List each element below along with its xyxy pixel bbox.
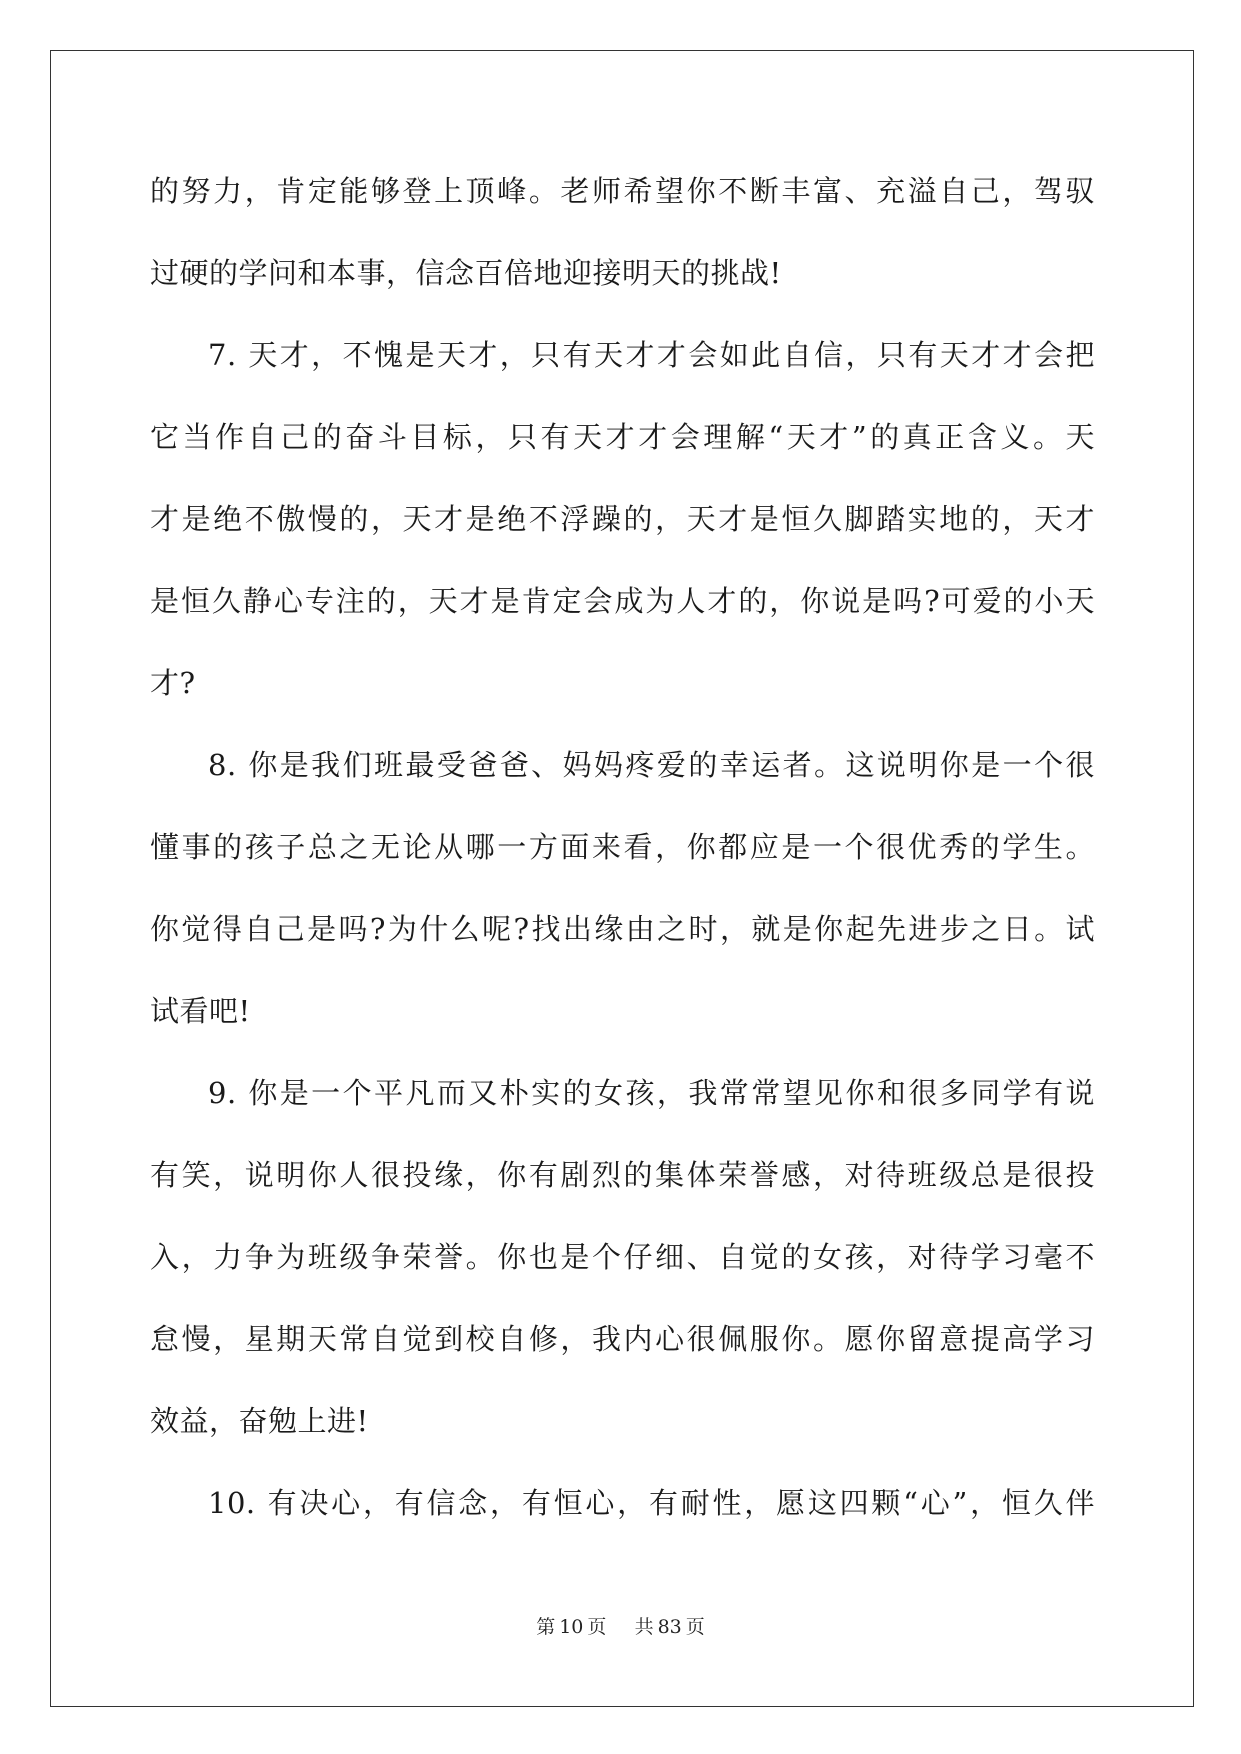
text-line: 才是绝不傲慢的，天才是绝不浮躁的，天才是恒久脚踏实地的，天才 (150, 502, 1095, 536)
total-label-prefix: 共 (634, 1616, 654, 1638)
text-line: 你觉得自己是吗?为什么呢?找出缘由之时，就是你起先进步之日。试 (150, 912, 1095, 946)
text-line: 8. 你是我们班最受爸爸、妈妈疼爱的幸运者。这说明你是一个很 (208, 748, 1095, 782)
total-pages: 83 (657, 1616, 682, 1638)
text-line: 怠慢，星期天常自觉到校自修，我内心很佩服你。愿你留意提高学习 (150, 1322, 1095, 1356)
page-footer (0, 1612, 1241, 1639)
page-number: 10 (559, 1616, 584, 1638)
total-label-suffix: 页 (685, 1616, 705, 1638)
text-line: 有笑，说明你人很投缘，你有剧烈的集体荣誉感，对待班级总是很投 (150, 1158, 1095, 1192)
document-body (150, 150, 1095, 1544)
text-line: 懂事的孩子总之无论从哪一方面来看，你都应是一个很优秀的学生。 (150, 830, 1095, 864)
text-line: 入，力争为班级争荣誉。你也是个仔细、自觉的女孩，对待学习毫不 (150, 1240, 1095, 1274)
text-line: 效益，奋勉上进! (150, 1404, 369, 1438)
text-line: 10. 有决心，有信念，有恒心，有耐性，愿这四颗“心”，恒久伴 (208, 1486, 1095, 1520)
text-line: 试看吧! (150, 994, 251, 1028)
text-line: 7. 天才，不愧是天才，只有天才才会如此自信，只有天才才会把 (208, 338, 1095, 372)
text-line: 的努力，肯定能够登上顶峰。老师希望你不断丰富、充溢自己，驾驭 (150, 174, 1095, 208)
text-line: 是恒久静心专注的，天才是肯定会成为人才的，你说是吗?可爱的小天 (150, 584, 1095, 618)
page-label-suffix: 页 (587, 1616, 607, 1638)
text-line: 才? (150, 666, 196, 700)
text-line: 过硬的学问和本事，信念百倍地迎接明天的挑战! (150, 256, 782, 290)
page-label-prefix: 第 (536, 1616, 556, 1638)
text-line: 它当作自己的奋斗目标，只有天才才会理解“天才”的真正含义。天 (150, 420, 1095, 454)
text-line: 9. 你是一个平凡而又朴实的女孩，我常常望见你和很多同学有说 (208, 1076, 1095, 1110)
